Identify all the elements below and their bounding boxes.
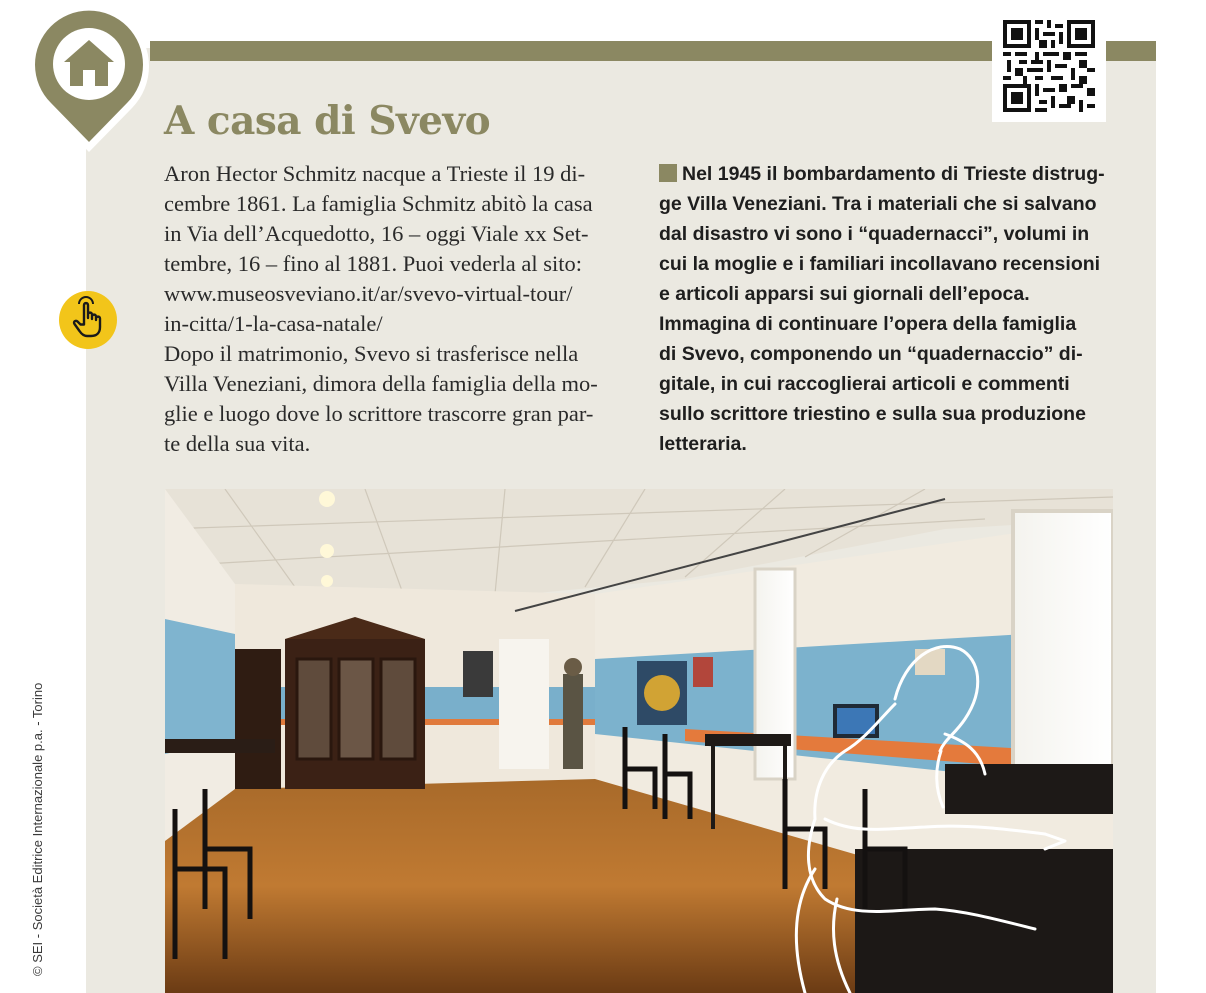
museum-link-continued[interactable]: in-citta/1-la-casa-natale/ bbox=[164, 311, 383, 336]
text-line: Villa Veneziani, dimora della famiglia della mo- bbox=[164, 371, 598, 396]
text-line: cembre 1861. La famiglia Schmitz abitò la casa bbox=[164, 191, 593, 216]
text-line: Aron Hector Schmitz nacque a Trieste il 19 di- bbox=[164, 161, 586, 186]
copyright-notice: © SEI - Società Editrice Internazionale p.a. - Torino bbox=[30, 682, 45, 976]
text-line: in Via dell’Acquedotto, 16 – oggi Viale xx Set- bbox=[164, 221, 589, 246]
text-line: glie e luogo dove lo scrittore trascorre gran par- bbox=[164, 401, 594, 426]
text-line: gitale, in cui raccoglierai articoli e commenti bbox=[659, 373, 1070, 395]
text-line: di Svevo, componendo un “quadernaccio” di- bbox=[659, 343, 1083, 365]
home-icon bbox=[24, 4, 154, 152]
qr-code[interactable] bbox=[992, 12, 1106, 122]
text-line: te della sua vita. bbox=[164, 431, 311, 456]
museum-room-photo bbox=[165, 489, 1113, 993]
text-line: e articoli apparsi sui giornali dell’epoca. bbox=[659, 283, 1030, 305]
page-title: A casa di Svevo bbox=[164, 98, 491, 144]
text-line: sullo scrittore triestino e sulla sua produzione bbox=[659, 403, 1086, 425]
activity-line-first bbox=[659, 159, 1121, 189]
activity-text bbox=[659, 159, 1121, 459]
text-line: dal disastro vi sono i “quadernacci”, volumi in bbox=[659, 223, 1090, 245]
hand-pointer-icon[interactable] bbox=[59, 291, 117, 349]
text-line: cui la moglie e i familiari incollavano recensioni bbox=[659, 253, 1101, 275]
text-line: Nel 1945 il bombardamento di Trieste distrug- bbox=[682, 163, 1105, 185]
text-line: Dopo il matrimonio, Svevo si trasferisce nella bbox=[164, 341, 579, 366]
text-line: Immagina di continuare l’opera della famiglia bbox=[659, 313, 1077, 335]
text-line: tembre, 16 – fino al 1881. Puoi vederla al sito: bbox=[164, 251, 583, 276]
museum-link[interactable]: www.museosveviano.it/ar/svevo-virtual-tour/ bbox=[164, 281, 573, 306]
text-line: ge Villa Veneziani. Tra i materiali che si salvano bbox=[659, 193, 1097, 215]
text-line: letteraria. bbox=[659, 433, 747, 455]
bullet-square-icon bbox=[659, 164, 677, 182]
intro-text bbox=[164, 159, 626, 459]
